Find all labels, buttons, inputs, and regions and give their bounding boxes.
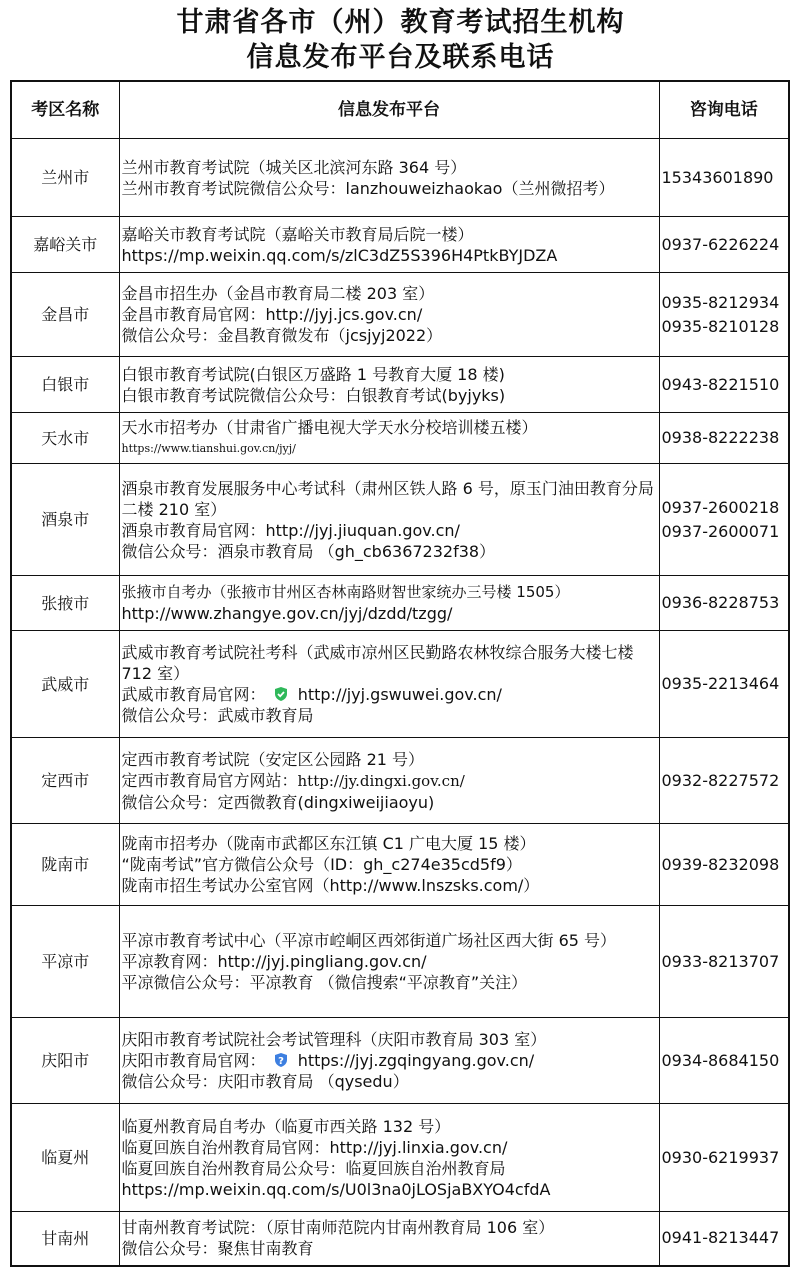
table-row xyxy=(11,631,789,738)
region-name: 白银市 xyxy=(11,357,119,413)
region-name: 酒泉市 xyxy=(11,464,119,576)
platform-cell xyxy=(119,1018,659,1104)
phone-number: 0934-8684150 xyxy=(661,1050,780,1070)
phone-cell xyxy=(659,357,789,413)
platform-cell xyxy=(119,1212,659,1266)
platform-line xyxy=(122,1050,657,1071)
platform-line: 微信公众号：聚焦甘南教育 xyxy=(121,1239,314,1259)
region-name: 庆阳市 xyxy=(11,1018,119,1104)
platform-line: 临夏州教育局自考办（临夏市西关路 132 号） xyxy=(121,1116,451,1136)
table-header-row xyxy=(11,81,789,139)
region-name: 甘南州 xyxy=(11,1212,119,1266)
table-row xyxy=(11,1104,789,1212)
platform-cell xyxy=(119,824,659,906)
phone-number: 0935-2213464 xyxy=(661,674,780,693)
phone-number: 0930-6219937 xyxy=(661,1147,780,1167)
region-name: 定西市 xyxy=(11,738,119,824)
platform-line: 酒泉市教育局官网：http://jyj.jiuquan.gov.cn/ xyxy=(121,520,460,540)
platform-line: 酒泉市教育发展服务中心考试科（肃州区铁人路 6 号，原玉门油田教育分局二楼 210 室） xyxy=(121,478,654,519)
table-row xyxy=(11,357,789,413)
platform-cell xyxy=(119,631,659,738)
platform-cell xyxy=(119,464,659,576)
header-region: 考区名称 xyxy=(11,81,119,139)
phone-cell xyxy=(659,738,789,824)
table-row xyxy=(11,824,789,906)
region-name: 金昌市 xyxy=(11,273,119,357)
phone-number: 0937-6226224 xyxy=(661,234,780,254)
platform-line: 兰州市教育考试院微信公众号：lanzhouweizhaokao（兰州微招考） xyxy=(121,178,615,198)
platform-line: 嘉峪关市教育考试院（嘉峪关市教育局后院一楼） xyxy=(121,224,474,244)
platform-line: 平凉教育网：http://jyj.pingliang.gov.cn/ xyxy=(121,952,427,971)
region-name: 平凉市 xyxy=(11,906,119,1018)
platform-line: 庆阳市教育考试院社会考试管理科（庆阳市教育局 303 室） xyxy=(121,1030,547,1049)
region-name: 张掖市 xyxy=(11,576,119,631)
platform-link[interactable]: https://mp.weixin.qq.com/s/zlC3dZ5S396H4PtkBYJDZA xyxy=(121,245,558,265)
platform-line: 金昌市教育局官网：http://jyj.jcs.gov.cn/ xyxy=(121,305,423,324)
platform-link[interactable]: http://www.zhangye.gov.cn/jyj/dzdd/tzgg/ xyxy=(121,604,453,623)
phone-number: 0937-2600071 xyxy=(661,521,780,541)
platform-line: 甘南州教育考试院：（原甘南师范院内甘南州教育局 106 室） xyxy=(121,1218,555,1238)
platform-cell xyxy=(119,217,659,273)
platform-label: 定西市教育局官方网站： xyxy=(121,770,298,790)
platform-label: 武威市教育局官网： xyxy=(121,685,266,704)
platform-link[interactable]: http://jyj.gswuwei.gov.cn/ xyxy=(297,685,502,704)
title-line-1: 甘肃省各市（州）教育考试招生机构 xyxy=(176,7,625,38)
table-row xyxy=(11,273,789,357)
platform-line: 天水市招考办（甘肃省广播电视大学天水分校培训楼五楼） xyxy=(121,418,538,437)
platform-cell xyxy=(119,273,659,357)
platform-line: 平凉微信公众号：平凉教育 （微信搜索“平凉教育”关注） xyxy=(121,973,528,992)
verified-shield-icon xyxy=(273,686,289,702)
table-row xyxy=(11,1018,789,1104)
phone-number: 0932-8227572 xyxy=(661,770,780,790)
phone-cell xyxy=(659,217,789,273)
platform-line: 金昌市招生办（金昌市教育局二楼 203 室） xyxy=(121,284,435,303)
region-name: 天水市 xyxy=(11,413,119,464)
phone-number: 0935-8210128 xyxy=(661,316,780,336)
platform-cell xyxy=(119,357,659,413)
region-name: 陇南市 xyxy=(11,824,119,906)
phone-cell xyxy=(659,576,789,631)
info-shield-icon xyxy=(273,1052,289,1068)
platform-line: 微信公众号：庆阳市教育局 （qysedu） xyxy=(121,1072,409,1091)
platform-line: 陇南市招生考试办公室官网（http://www.lnszsks.com/） xyxy=(121,876,540,895)
table-row xyxy=(11,1212,789,1266)
table-row xyxy=(11,906,789,1018)
phone-number: 15343601890 xyxy=(661,167,774,187)
phone-cell xyxy=(659,631,789,738)
phone-number: 0938-8222238 xyxy=(661,428,780,447)
platform-line: 张掖市自考办（张掖市甘州区杏林南路财智世家统办三号楼 1505） xyxy=(121,583,570,601)
phone-cell xyxy=(659,273,789,357)
phone-number: 0937-2600218 xyxy=(661,497,780,517)
platform-line: 微信公众号：酒泉市教育局 （gh_cb6367232f38） xyxy=(121,541,496,561)
platform-link[interactable]: http://jy.dingxi.gov.cn/ xyxy=(297,771,465,790)
platform-cell xyxy=(119,906,659,1018)
platform-line: 白银市教育考试院微信公众号：白银教育考试(byjyks) xyxy=(121,385,506,405)
phone-cell xyxy=(659,1104,789,1212)
phone-cell xyxy=(659,139,789,217)
platform-line: 定西市教育考试院（安定区公园路 21 号） xyxy=(121,749,425,769)
table-row xyxy=(11,139,789,217)
phone-cell xyxy=(659,413,789,464)
phone-cell xyxy=(659,1212,789,1266)
contacts-table xyxy=(10,80,790,1267)
table-row xyxy=(11,464,789,576)
platform-cell xyxy=(119,1104,659,1212)
platform-label: 庆阳市教育局官网： xyxy=(121,1051,266,1070)
platform-line xyxy=(122,684,657,705)
platform-link[interactable]: https://www.tianshui.gov.cn/jyj/ xyxy=(121,442,296,455)
phone-number: 0943-8221510 xyxy=(661,374,780,394)
phone-number: 0935-8212934 xyxy=(661,292,780,312)
region-name: 临夏州 xyxy=(11,1104,119,1212)
platform-line: 陇南市招考办（陇南市武都区东江镇 C1 广电大厦 15 楼） xyxy=(121,834,536,853)
platform-line: 微信公众号：金昌教育微发布（jcsjyj2022） xyxy=(121,326,443,345)
phone-cell xyxy=(659,464,789,576)
phone-cell xyxy=(659,1018,789,1104)
platform-line: 临夏回族自治州教育局公众号：临夏回族自治州教育局 xyxy=(121,1158,506,1178)
platform-line: 微信公众号：定西微教育(dingxiweijiaoyu) xyxy=(121,792,435,812)
phone-number: 0936-8228753 xyxy=(661,593,780,612)
platform-line: 白银市教育考试院(白银区万盛路 1 号教育大厦 18 楼) xyxy=(121,364,505,384)
platform-cell xyxy=(119,738,659,824)
platform-link[interactable]: https://jyj.zgqingyang.gov.cn/ xyxy=(297,1051,535,1070)
document-title xyxy=(0,5,801,75)
table-row xyxy=(11,413,789,464)
header-phone: 咨询电话 xyxy=(659,81,789,139)
platform-cell xyxy=(119,576,659,631)
table-row xyxy=(11,738,789,824)
platform-line xyxy=(122,770,657,792)
platform-line: 兰州市教育考试院（城关区北滨河东路 364 号） xyxy=(121,157,467,177)
platform-cell xyxy=(119,139,659,217)
platform-line: 临夏回族自治州教育局官网：http://jyj.linxia.gov.cn/ xyxy=(121,1137,508,1157)
header-platform: 信息发布平台 xyxy=(119,81,659,139)
phone-number: 0939-8232098 xyxy=(661,854,780,874)
table-row xyxy=(11,217,789,273)
platform-line: 微信公众号：武威市教育局 xyxy=(121,706,314,725)
region-name: 武威市 xyxy=(11,631,119,738)
platform-cell xyxy=(119,413,659,464)
phone-number: 0941-8213447 xyxy=(661,1228,780,1248)
region-name: 兰州市 xyxy=(11,139,119,217)
table-row xyxy=(11,576,789,631)
platform-line: 武威市教育考试院社考科（武威市凉州区民勤路农林牧综合服务大楼七楼 712 室） xyxy=(121,643,634,683)
title-line-2: 信息发布平台及联系电话 xyxy=(246,42,555,73)
platform-line: 平凉市教育考试中心（平凉市崆峒区西郊街道广场社区西大街 65 号） xyxy=(121,931,617,950)
platform-line: “陇南考试”官方微信公众号（ID：gh_c274e35cd5f9） xyxy=(121,855,522,874)
phone-cell xyxy=(659,906,789,1018)
svg-text:?: ? xyxy=(277,1056,284,1067)
region-name: 嘉峪关市 xyxy=(11,217,119,273)
platform-link[interactable]: https://mp.weixin.qq.com/s/U0l3na0jLOSjaBXYO4cfdA xyxy=(121,1179,551,1199)
phone-cell xyxy=(659,824,789,906)
phone-number: 0933-8213707 xyxy=(661,951,780,971)
